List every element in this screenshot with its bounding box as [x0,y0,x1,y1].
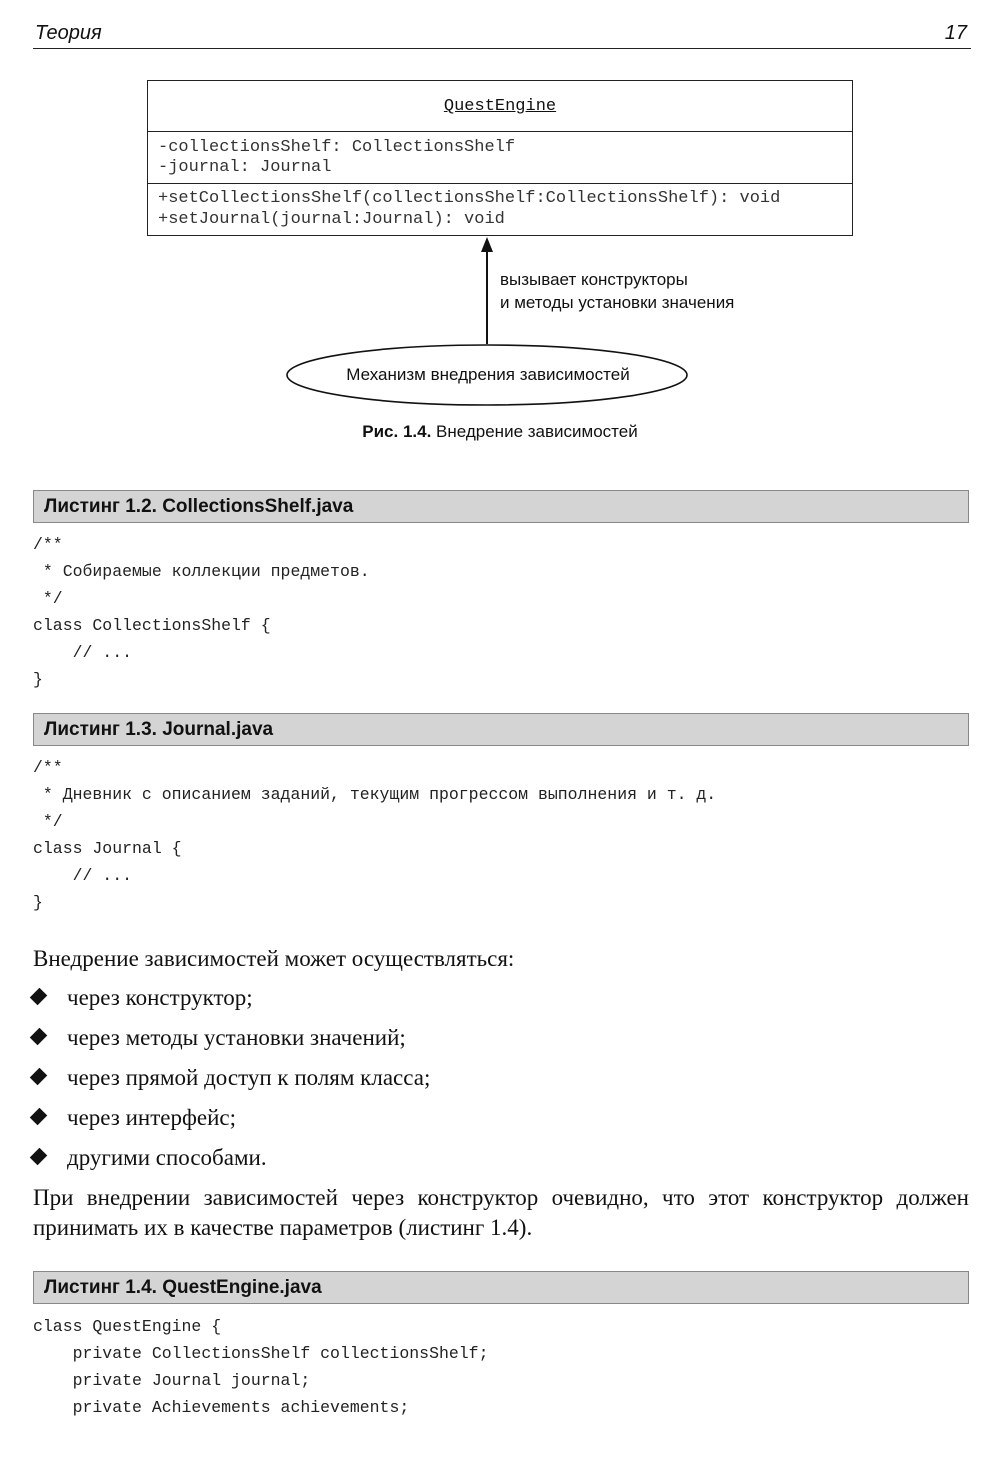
diamond-bullet-icon [30,1108,48,1126]
code-line: /** [33,535,63,554]
listing-title: Листинг 1.3. Journal.java [33,713,969,746]
code-line: private Journal journal; [33,1371,311,1390]
list-item-text: другими способами. [67,1145,267,1170]
uml-operation: +setJournal(journal:Journal): void [158,210,505,229]
uml-attribute: -collectionsShelf: CollectionsShelf [158,138,516,157]
code-line: * Собираемые коллекции предметов. [33,562,370,581]
list-item [33,983,430,1023]
arrowhead-icon [481,237,493,252]
diamond-bullet-icon [30,1068,48,1086]
intro-paragraph: Внедрение зависимостей может осуществляться: [33,946,515,971]
code-line: /** [33,758,63,777]
diamond-bullet-icon [30,1148,48,1166]
uml-operation: +setCollectionsShelf(collectionsShelf:CollectionsShelf): void [158,189,781,208]
arrow-label-line: и методы установки значения [500,293,735,312]
code-line: * Дневник с описанием заданий, текущим прогрессом выполнения и т. д. [33,785,717,804]
code-line: // ... [33,643,133,662]
code-line: } [33,893,43,912]
bullet-list [33,983,430,1183]
code-line: } [33,670,43,689]
figure-diagram [0,0,1000,420]
code-line: */ [33,812,63,831]
list-item-text: через конструктор; [67,985,253,1010]
code-line: class CollectionsShelf { [33,616,271,635]
list-item-text: через методы установки значений; [67,1025,406,1050]
diamond-bullet-icon [30,988,48,1006]
caption-text: Внедрение зависимостей [436,422,638,441]
code-line: class QuestEngine { [33,1317,222,1336]
list-item-text: через интерфейс; [67,1105,236,1130]
code-line: // ... [33,866,133,885]
list-item-text: через прямой доступ к полям класса; [67,1065,431,1090]
caption-number: Рис. 1.4. [362,422,432,441]
code-block [33,531,370,693]
constructor-paragraph: При внедрении зависимостей через конструктор очевидно, что этот конструктор должен принимать их в качестве параметров (листинг 1.4). [33,1185,969,1240]
list-item [33,1063,430,1103]
listing-title: Листинг 1.2. CollectionsShelf.java [33,490,969,523]
code-line: */ [33,589,63,608]
code-line: private CollectionsShelf collectionsShelf; [33,1344,489,1363]
arrow-label-line: вызывает конструкторы [500,270,688,289]
list-item [33,1143,430,1183]
figure-caption [0,422,1000,442]
code-line: class Journal { [33,839,182,858]
uml-attribute: -journal: Journal [158,158,332,177]
arrow-label [500,268,734,314]
section-title: Теория [35,22,102,44]
diamond-bullet-icon [30,1028,48,1046]
code-line: private Achievements achievements; [33,1398,410,1417]
list-item [33,1023,430,1063]
ellipse-label: Механизм внедрения зависимостей [346,365,630,384]
listing-title: Листинг 1.4. QuestEngine.java [33,1271,969,1304]
uml-class-name: QuestEngine [148,81,852,132]
page-number: 17 [944,22,967,44]
code-block [33,1313,488,1421]
list-item [33,1103,430,1143]
code-block [33,754,716,916]
